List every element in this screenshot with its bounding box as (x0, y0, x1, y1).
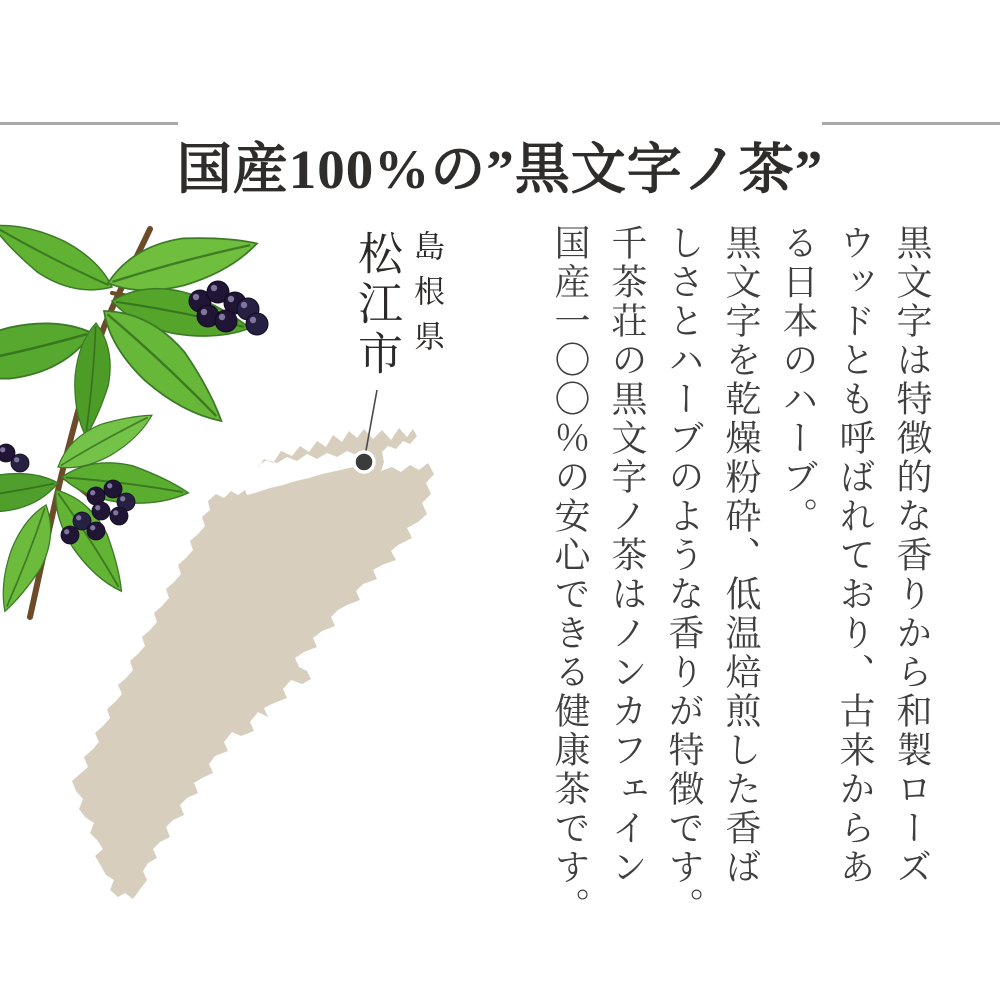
body-vertical-text (541, 224, 940, 964)
map-label-group (348, 230, 448, 650)
body-text-column: 千茶荘の黒文字ノ茶はノンカフェイン (607, 224, 647, 887)
body-text-column: る日本のハーブ。 (778, 224, 818, 536)
body-text-column: しさとハーブのような香りが特徴です。 (664, 224, 704, 926)
body-text-column: 黒文字を乾燥粉砕、低温焙煎した香ば (721, 224, 761, 887)
prefecture-label: 島根県 (409, 230, 444, 365)
city-label: 松江市 (351, 230, 401, 380)
page-title: 国産100%の”黒文字ノ茶” (176, 138, 824, 200)
body-text-column: ウッドとも呼ばれており、古来からあ (835, 224, 875, 887)
body-text-column: 黒文字は特徴的な香りから和製ローズ (892, 224, 932, 887)
body-text-column: 国産一〇〇％の安心できる健康茶です。 (550, 224, 590, 926)
